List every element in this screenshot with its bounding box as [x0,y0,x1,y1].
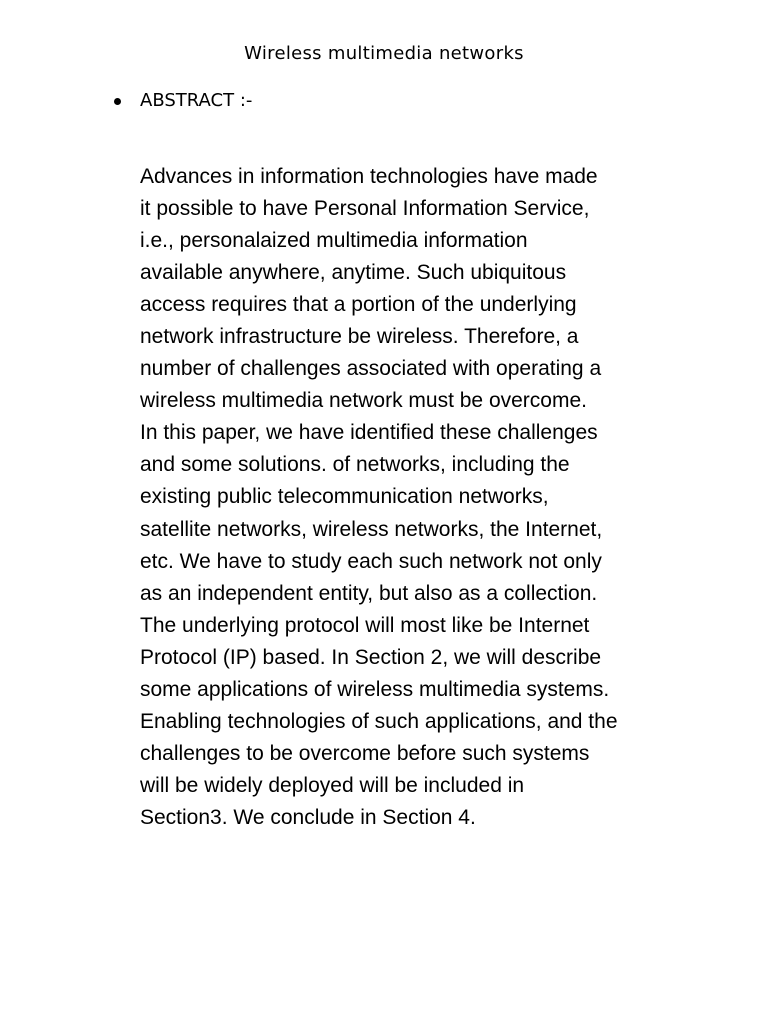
abstract-line: available anywhere, anytime. Such ubiquitous [140,261,567,285]
abstract-line: as an independent entity, but also as a collection. [140,581,598,605]
abstract-line: i.e., personalaized multimedia information [140,229,528,253]
abstract-line: existing public telecommunication networks, [140,485,549,509]
document-title: Wireless multimedia networks [244,43,524,64]
abstract-line: challenges to be overcome before such systems [140,741,590,765]
abstract-line: network infrastructure be wireless. Therefore, a [140,325,579,349]
abstract-line: Section3. We conclude in Section 4. [140,805,476,829]
abstract-line: The underlying protocol will most like be Internet [140,613,590,637]
abstract-heading: ABSTRACT :- [140,90,253,111]
abstract-line: Protocol (IP) based. In Section 2, we will describe [140,645,602,669]
abstract-line: number of challenges associated with operating a [140,357,602,381]
abstract-line: and some solutions. of networks, including the [140,453,570,477]
abstract-line: access requires that a portion of the underlying [140,293,577,317]
abstract-heading-item [114,88,252,114]
abstract-line: wireless multimedia network must be overcome. [140,389,587,413]
abstract-line: Enabling technologies of such applications, and the [140,709,618,733]
abstract-paragraph [140,161,700,834]
abstract-line: etc. We have to study each such network not only [140,549,602,573]
bullet-icon [114,98,121,105]
abstract-line: satellite networks, wireless networks, the Internet, [140,517,603,541]
abstract-line: Advances in information technologies have made [140,165,598,188]
abstract-line: it possible to have Personal Information Service, [140,197,590,221]
abstract-line: will be widely deployed will be included in [140,773,525,797]
abstract-line: some applications of wireless multimedia systems. [140,677,610,701]
abstract-line: In this paper, we have identified these challenges [140,421,598,445]
